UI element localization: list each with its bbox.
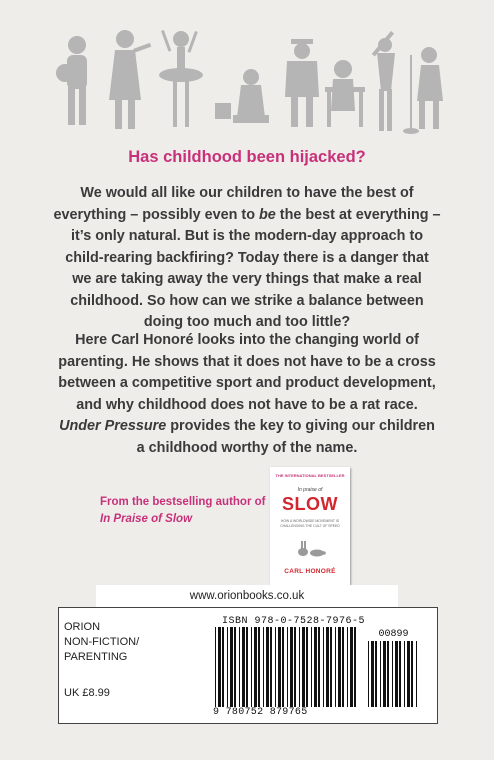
children-silhouettes-illustration [55,25,445,135]
thumbnail-title: SLOW [282,494,338,514]
blurb-line: childhood. So how can we strike a balance between [70,292,424,309]
ean-barcode [213,627,358,707]
blurb-line: between a competitive sport and product development, [58,375,436,391]
barcode-number: 9 780752 879765 [213,707,308,718]
blurb-line: child-rearing backfiring? Today there is a danger that [65,249,429,266]
hare-and-tortoise-icon [294,537,326,559]
blurb-line: Here Carl Honoré looks into the changing world of [75,332,419,348]
promo-line: From the bestselling author of [100,496,266,508]
isbn-text: ISBN 978-0-7528-7976-5 [222,616,366,627]
blurb-line: and why childhood does not have to be a rat race. [76,396,418,413]
blurb-line: it’s only natural. But is the modern-day approach to [70,228,424,244]
price: UK £8.99 [64,687,110,699]
blurb-line: Under Pressure provides the key to giving our children [59,418,435,434]
blurb-paragraph-1 [40,183,454,334]
blurb-line: doing too much and too little? [143,314,351,330]
addon-number: 00899 [378,629,409,640]
category-line: PARENTING [64,651,128,663]
promo-book-title: In Praise of Slow [100,513,193,525]
thumbnail-subtitle: HOW A WORLDWIDE MOVEMENT IS CHALLENGING THE CULT OF SPEED [280,519,340,528]
publisher-url: www.orionbooks.co.uk [96,585,398,607]
author-promo [100,494,265,528]
emphasis: be [258,206,276,223]
book-thumbnail [270,467,350,589]
headline: Has childhood been hijacked? [128,148,366,166]
blurb-line: We would all like our children to have the best of [80,185,414,201]
category-block [64,620,139,665]
blurb-line: parenting. He shows that it does not have to be a cross [58,353,436,370]
book-title-italic: Under Pressure [59,418,167,434]
thumbnail-banner: THE INTERNATIONAL BESTSELLER [275,473,345,478]
blurb-line: everything – possibly even to be the best at everything – [53,206,441,223]
blurb-paragraph-2 [40,330,454,459]
publisher-name: ORION [64,621,101,633]
thumbnail-in-praise: In praise of [297,487,323,493]
blurb-line: we are taking away the very things that make a real [72,271,422,287]
thumbnail-author: CARL HONORÉ [284,568,336,575]
blurb-line: a childhood worthy of the name. [136,439,358,456]
category-line: NON-FICTION/ [64,636,140,648]
